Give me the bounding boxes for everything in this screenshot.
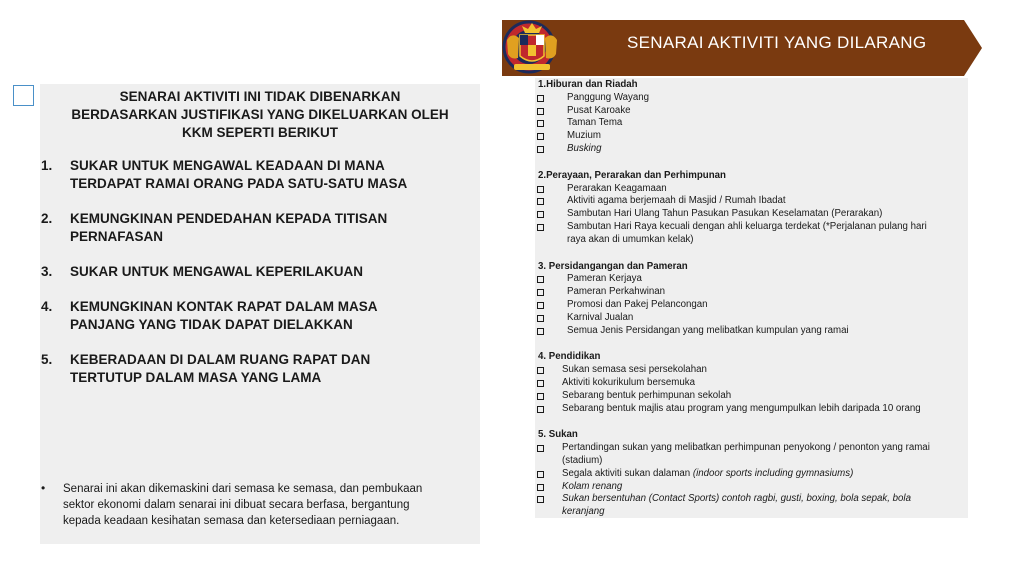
activity-section xyxy=(535,429,968,519)
checkbox-bullet-icon xyxy=(537,211,544,218)
activity-label: Karnival Jualan xyxy=(567,311,634,323)
activity-label: Promosi dan Pakej Pelancongan xyxy=(567,298,708,310)
activity-label: Taman Tema xyxy=(567,117,623,129)
checkbox-bullet-icon xyxy=(537,445,544,452)
activity-item xyxy=(535,117,968,130)
title-banner xyxy=(502,20,982,76)
activity-label: Sambutan Hari Ulang Tahun Pasukan Pasukan Keselamatan (Perarakan) xyxy=(567,208,883,220)
checkbox-bullet-icon xyxy=(537,380,544,387)
activity-item xyxy=(535,208,968,221)
checkbox-bullet-icon xyxy=(537,224,544,231)
prohibited-activities-panel xyxy=(535,78,968,518)
activity-label: Pusat Karoake xyxy=(567,104,631,116)
section-title: 5. Sukan xyxy=(538,429,578,441)
justification-panel xyxy=(40,84,480,544)
activity-item xyxy=(535,105,968,118)
justification-title: SENARAI AKTIVITI INI TIDAK DIBENARKAN BERDASARKAN JUSTIFIKASI YANG DIKELUARKAN OLEH KKM SEPERTI BERIKUT xyxy=(71,89,449,140)
activity-label: Sebarang bentuk majlis atau program yang mengumpulkan lebih daripada 10 orang xyxy=(562,402,921,414)
activity-item xyxy=(535,286,968,299)
activity-item xyxy=(535,442,968,468)
checkbox-bullet-icon xyxy=(537,484,544,491)
activity-item xyxy=(535,143,968,156)
bullet-icon: • xyxy=(41,481,46,495)
checkbox-bullet-icon xyxy=(537,133,544,140)
justification-number: 4. xyxy=(41,299,53,314)
checkbox-bullet-icon xyxy=(537,367,544,374)
activity-label: Sambutan Hari Raya kecuali dengan ahli keluarga terdekat (*Perjalanan pulang hari raya akan di umumkan kelak) xyxy=(567,220,927,245)
checkbox-bullet-icon xyxy=(537,302,544,309)
malaysia-coat-of-arms-logo xyxy=(502,20,562,74)
activity-item xyxy=(535,221,968,247)
section-title: 3. Persidangangan dan Pameran xyxy=(538,260,688,272)
checkbox-bullet-icon xyxy=(537,120,544,127)
justification-item xyxy=(40,210,480,246)
justification-text: PANJANG YANG TIDAK DAPAT DIELAKKAN xyxy=(70,317,353,332)
justification-number: 5. xyxy=(41,352,53,367)
activity-label: Busking xyxy=(567,142,602,154)
justification-list xyxy=(40,157,480,404)
activity-item xyxy=(535,273,968,286)
justification-text: SUKAR UNTUK MENGAWAL KEPERILAKUAN xyxy=(70,264,364,279)
slide-placeholder-box[interactable] xyxy=(13,85,34,106)
checkbox-bullet-icon xyxy=(537,471,544,478)
activity-label: Semua Jenis Persidangan yang melibatkan kumpulan yang ramai xyxy=(567,324,849,336)
activity-label: Pertandingan sukan yang melibatkan perhimpunan penyokong / penonton yang ramai (stadium) xyxy=(562,442,930,466)
justification-item xyxy=(40,351,480,387)
checkbox-bullet-icon xyxy=(537,496,544,503)
activity-label: Pameran Kerjaya xyxy=(567,273,642,285)
banner-title: SENARAI AKTIVITI YANG DILARANG xyxy=(627,33,927,52)
activity-label: Pameran Perkahwinan xyxy=(567,286,666,298)
activity-section xyxy=(535,170,968,247)
activity-item xyxy=(535,92,968,105)
activity-item xyxy=(535,130,968,143)
justification-text: PERNAFASAN xyxy=(70,229,164,244)
section-title: 4. Pendidikan xyxy=(538,351,601,363)
activity-label: Sukan bersentuhan (Contact Sports) contoh ragbi, gusti, boxing, bola sepak, bola keranjang xyxy=(562,493,911,518)
activity-item xyxy=(535,364,968,377)
justification-item xyxy=(40,298,480,334)
checkbox-bullet-icon xyxy=(537,315,544,322)
activity-label: Perarakan Keagamaan xyxy=(567,182,667,194)
activity-item xyxy=(535,312,968,325)
checkbox-bullet-icon xyxy=(537,328,544,335)
checkbox-bullet-icon xyxy=(537,186,544,193)
justification-text: KEBERADAAN DI DALAM RUANG RAPAT DAN xyxy=(70,352,371,367)
section-title: 2.Perayaan, Perarakan dan Perhimpunan xyxy=(538,169,726,181)
activity-label: Sebarang bentuk perhimpunan sekolah xyxy=(562,389,732,401)
checkbox-bullet-icon xyxy=(537,108,544,115)
justification-number: 2. xyxy=(41,211,53,226)
activity-label: Kolam renang xyxy=(562,480,623,492)
activity-item xyxy=(535,403,968,416)
activity-label: Muzium xyxy=(567,130,601,142)
activity-item xyxy=(535,195,968,208)
checkbox-bullet-icon xyxy=(537,406,544,413)
activity-label: Segala aktiviti sukan dalaman (indoor sports including gymnasiums) xyxy=(562,467,854,479)
activity-item xyxy=(535,325,968,338)
checkbox-bullet-icon xyxy=(537,198,544,205)
activity-item xyxy=(535,481,968,494)
footnote: • Senarai ini akan dikemaskini dari semasa ke semasa, dan pembukaan sektor ekonomi dalam senarai ini dibuat secara berfasa, bergantung kepada keadaan kesihatan semasa dan ketersediaan perniagaan. xyxy=(41,481,423,527)
activity-label: Aktiviti agama berjemaah di Masjid / Rumah Ibadat xyxy=(567,195,786,207)
justification-number: 1. xyxy=(41,158,53,173)
activity-sections xyxy=(535,78,968,519)
activity-item xyxy=(535,468,968,481)
checkbox-bullet-icon xyxy=(537,146,544,153)
activity-item xyxy=(535,390,968,403)
activity-item xyxy=(535,299,968,312)
justification-text: KEMUNGKINAN PENDEDAHAN KEPADA TITISAN xyxy=(70,211,388,226)
activity-item xyxy=(535,183,968,196)
checkbox-bullet-icon xyxy=(537,95,544,102)
activity-section xyxy=(535,79,968,156)
activity-section xyxy=(535,261,968,338)
activity-item xyxy=(535,493,968,519)
justification-text: TERDAPAT RAMAI ORANG PADA SATU-SATU MASA xyxy=(70,176,408,191)
checkbox-bullet-icon xyxy=(537,276,544,283)
justification-item xyxy=(40,157,480,193)
activity-item xyxy=(535,377,968,390)
activity-section xyxy=(535,351,968,415)
activity-label: Sukan semasa sesi persekolahan xyxy=(562,364,707,376)
justification-number: 3. xyxy=(41,264,53,279)
section-title: 1.Hiburan dan Riadah xyxy=(538,79,638,90)
checkbox-bullet-icon xyxy=(537,289,544,296)
justification-item xyxy=(40,263,480,281)
checkbox-bullet-icon xyxy=(537,393,544,400)
justification-text: KEMUNGKINAN KONTAK RAPAT DALAM MASA xyxy=(70,299,378,314)
activity-label: Panggung Wayang xyxy=(567,91,650,103)
justification-text: SUKAR UNTUK MENGAWAL KEADAAN DI MANA xyxy=(70,158,385,173)
activity-label: Aktiviti kokurikulum bersemuka xyxy=(562,376,695,388)
justification-text: TERTUTUP DALAM MASA YANG LAMA xyxy=(70,370,322,385)
